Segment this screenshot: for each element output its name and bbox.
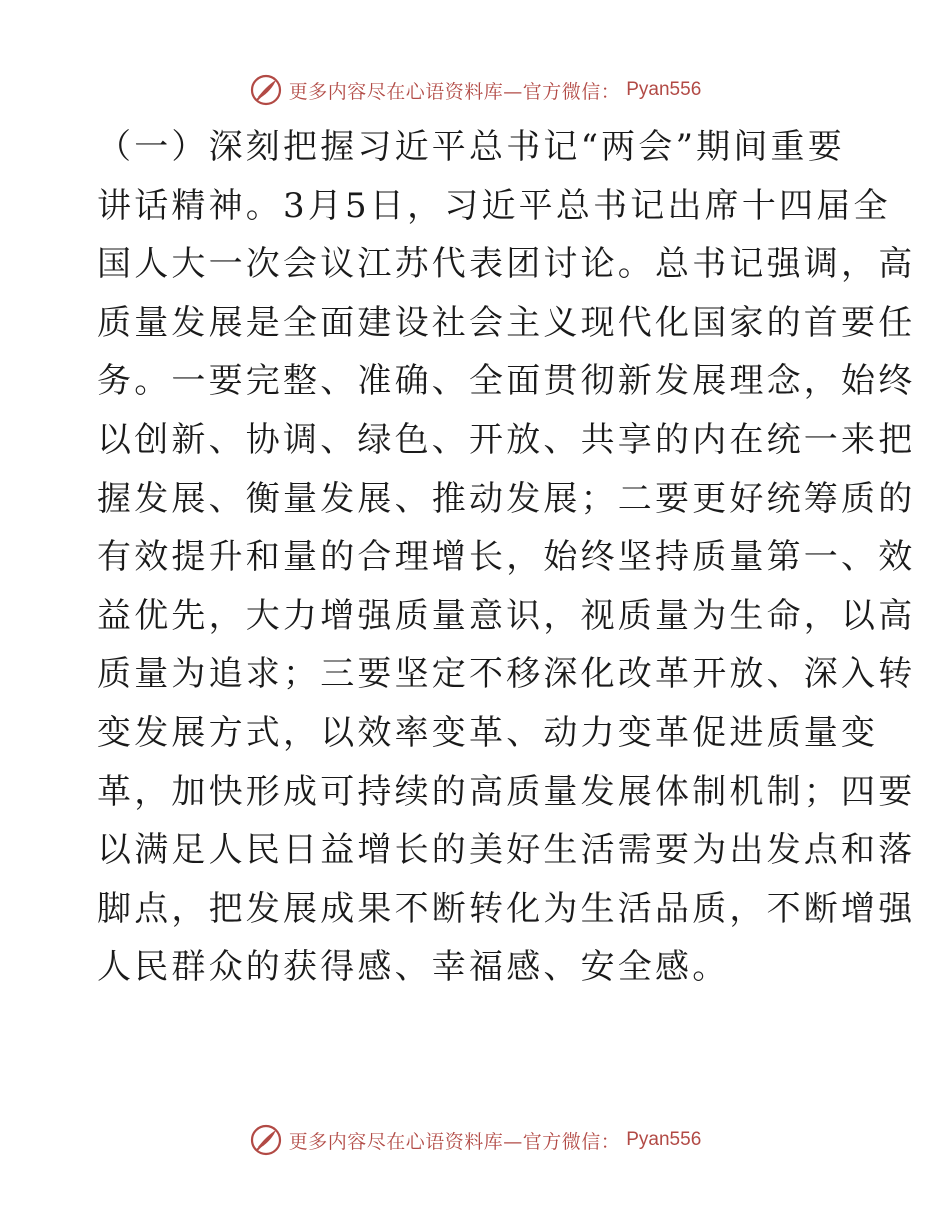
watermark-wechat-id: Pyan556 <box>626 79 702 100</box>
document-body <box>97 118 916 997</box>
watermark-wechat-id: Pyan556 <box>626 1129 702 1150</box>
body-line: 变发展方式，以效率变革、动力变革促进质量变 <box>97 712 879 753</box>
body-line: 务。一要完整、准确、全面贯彻新发展理念，始终 <box>97 361 916 402</box>
body-line: 脚点，把发展成果不断转化为生活品质，不断增强 <box>97 888 916 929</box>
body-line: 有效提升和量的合理增长，始终坚持质量第一、效 <box>97 537 916 578</box>
body-line: 握发展、衡量发展、推动发展；二要更好统筹质的 <box>97 478 916 519</box>
body-line: 以满足人民日益增长的美好生活需要为出发点和落 <box>97 830 916 871</box>
body-line: 革，加快形成可持续的高质量发展体制机制；四要 <box>97 771 916 812</box>
body-line: 以创新、协调、绿色、开放、共享的内在统一来把 <box>97 419 916 460</box>
watermark-text: 更多内容尽在心语资料库—官方微信： <box>288 80 621 103</box>
red-feather-seal-icon <box>249 73 283 107</box>
body-line: 讲话精神。3月5日，习近平总书记出席十四届全 <box>97 185 891 226</box>
body-line: 国人大一次会议江苏代表团讨论。总书记强调，高 <box>97 244 916 285</box>
body-line: 质量发展是全面建设社会主义现代化国家的首要任 <box>97 302 916 343</box>
red-feather-seal-icon <box>249 1123 283 1157</box>
watermark-text: 更多内容尽在心语资料库—官方微信： <box>288 1130 621 1153</box>
body-line: 益优先，大力增强质量意识，视质量为生命，以高 <box>97 595 916 636</box>
body-line: （一）深刻把握习近平总书记“两会”期间重要 <box>97 127 845 167</box>
body-line: 质量为追求；三要坚定不移深化改革开放、深入转 <box>97 654 916 695</box>
body-line: 人民群众的获得感、幸福感、安全感。 <box>97 947 730 988</box>
header-watermark <box>0 72 950 108</box>
footer-watermark <box>0 1122 950 1158</box>
